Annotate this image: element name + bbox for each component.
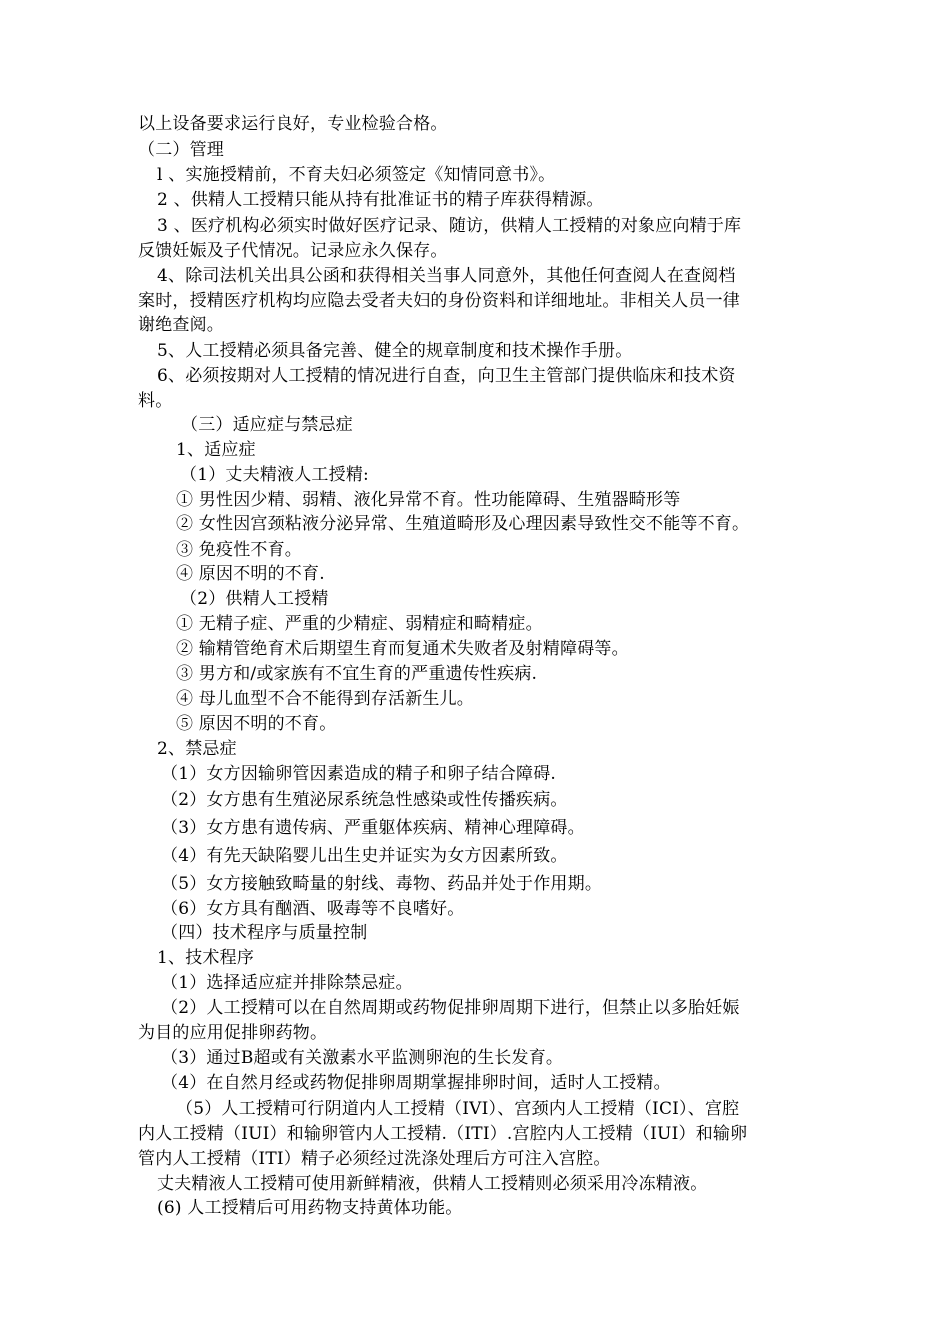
list-item: ③ 免疫性不育。 [176, 540, 303, 560]
paragraph-line: 6、必须按期对人工授精的情况进行自查，向卫生主管部门提供临床和技术资 [157, 366, 736, 386]
section-heading: （二）管理 [138, 140, 224, 160]
paragraph-line: 料。 [138, 391, 173, 411]
list-item: ① 无精子症、严重的少精症、弱精症和畸精症。 [176, 614, 543, 634]
list-item: （5）女方接触致畸量的射线、毒物、药品并处于作用期。 [161, 874, 603, 894]
list-item: ① 男性因少精、弱精、液化异常不育。性功能障碍、生殖器畸形等 [176, 490, 681, 510]
paragraph-line: 反馈妊娠及子代情况。记录应永久保存。 [138, 241, 448, 261]
subsection-heading: 1、技术程序 [157, 948, 255, 968]
list-heading: （1）丈夫精液人工授精: [180, 465, 369, 485]
paragraph-line: 谢绝查阅。 [138, 315, 224, 335]
list-item: （3）通过B超或有关激素水平监测卵泡的生长发育。 [161, 1048, 564, 1068]
list-item: （5）人工授精可行阴道内人工授精（IVI）、宫颈内人工授精（ICI）、宫腔 [176, 1099, 740, 1119]
list-item: （2）女方患有生殖泌尿系统急性感染或性传播疾病。 [161, 790, 568, 810]
list-item: （3）女方患有遗传病、严重躯体疾病、精神心理障碍。 [161, 818, 585, 838]
list-item: ④ 母儿血型不合不能得到存活新生儿。 [176, 689, 475, 709]
list-item: ② 输精管绝育术后期望生育而复通术失败者及射精障碍等。 [176, 639, 629, 659]
list-item: （4）在自然月经或药物促排卵周期掌握排卵时间，适时人工授精。 [161, 1073, 671, 1093]
subsection-heading: 1、适应症 [176, 440, 256, 460]
paragraph-line: 为目的应用促排卵药物。 [138, 1023, 328, 1043]
list-heading: （2）供精人工授精 [180, 589, 329, 609]
paragraph-line: 2 、供精人工授精只能从持有批准证书的精子库获得精源。 [157, 190, 604, 210]
list-item: （1）选择适应症并排除禁忌症。 [161, 973, 413, 993]
list-item: ④ 原因不明的不育. [176, 564, 325, 584]
list-item: (6) 人工授精后可用药物支持黄体功能。 [157, 1198, 463, 1218]
list-item: （2）人工授精可以在自然周期或药物促排卵周期下进行，但禁止以多胎妊娠 [161, 998, 740, 1018]
list-item: （4）有先天缺陷婴儿出生史并证实为女方因素所致。 [161, 846, 568, 866]
paragraph-line: 4、除司法机关出具公函和获得相关当事人同意外，其他任何查阅人在查阅档 [157, 266, 736, 286]
list-item: （6）女方具有酗酒、吸毒等不良嗜好。 [161, 899, 465, 919]
list-item: ⑤ 原因不明的不育。 [176, 714, 337, 734]
paragraph-line: 3 、医疗机构必须实时做好医疗记录、随访，供精人工授精的对象应向精于库 [157, 216, 742, 236]
list-item: ② 女性因宫颈粘液分泌异常、生殖道畸形及心理因素导致性交不能等不育。 [176, 514, 750, 534]
paragraph-line: 丈夫精液人工授精可使用新鲜精液，供精人工授精则必须采用冷冻精液。 [157, 1174, 708, 1194]
subsection-heading: 2、禁忌症 [157, 739, 237, 759]
section-heading: （三）适应症与禁忌症 [181, 415, 353, 435]
paragraph-line: 5、人工授精必须具备完善、健全的规章制度和技术操作手册。 [157, 341, 633, 361]
paragraph-line: 案时，授精医疗机构均应隐去受者夫妇的身份资料和详细地址。非相关人员一律 [138, 291, 740, 311]
paragraph-line: 内人工授精（IUI）和输卵管内人工授精.（ITI）.宫腔内人工授精（IUI）和输卵 [138, 1124, 748, 1144]
list-item: ③ 男方和/或家族有不宜生育的严重遗传性疾病. [176, 664, 538, 684]
section-heading: （四）技术程序与质量控制 [161, 923, 368, 943]
paragraph-line: 以上设备要求运行良好，专业检验合格。 [138, 114, 448, 134]
paragraph-line: l 、实施授精前，不育夫妇必须签定《知情同意书》。 [157, 165, 556, 185]
paragraph-line: 管内人工授精（ITI）精子必须经过洗涤处理后方可注入宫腔。 [138, 1149, 611, 1169]
list-item: （1）女方因输卵管因素造成的精子和卵子结合障碍. [161, 764, 557, 784]
